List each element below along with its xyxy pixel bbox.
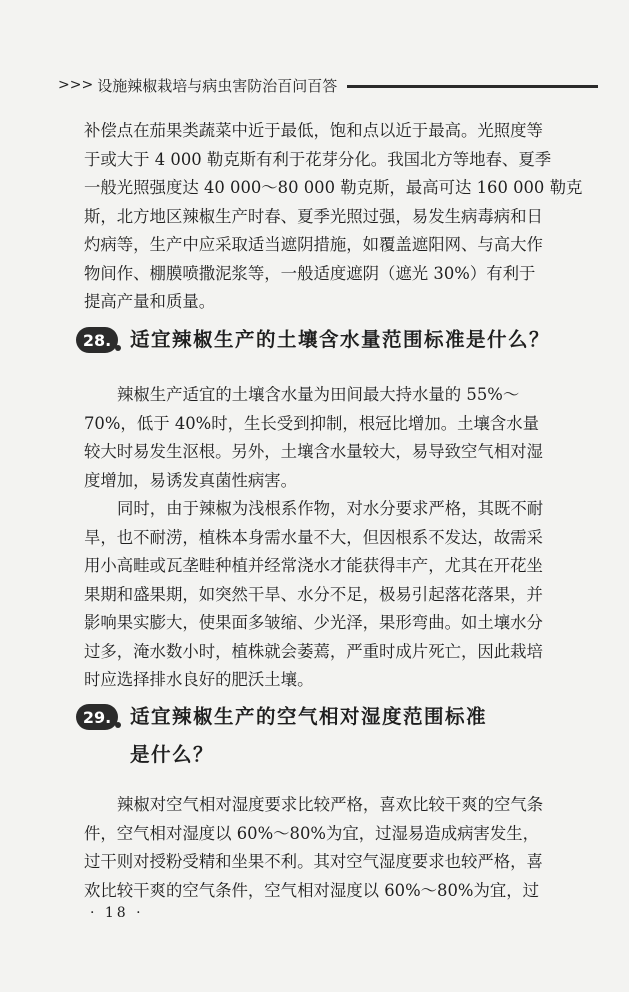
text-line: 斯，北方地区辣椒生产时春、夏季光照过强，易发生病毒病和日 — [84, 206, 543, 226]
intro-paragraph — [84, 117, 582, 317]
text-line: 补偿点在茄果类蔬菜中近于最低，饱和点以近于最高。光照度等 — [84, 121, 543, 140]
text-line: 物间作、棚膜喷撒泥浆等，一般适度遮阴（遮光 30%）有利于 — [84, 263, 536, 283]
question-28-paragraph-1 — [84, 381, 582, 495]
text-line: 辣椒生产适宜的土壤含水量为田间最大持水量的 55%～ — [117, 385, 520, 404]
text-line: 用小高畦或瓦垄畦种植并经常浇水才能获得丰产，尤其在开花坐 — [84, 556, 543, 575]
question-29-heading — [76, 704, 487, 774]
header-rule — [347, 85, 598, 88]
text-line: 提高产量和质量。 — [84, 292, 216, 311]
text-line: 辣椒对空气相对湿度要求比较严格，喜欢比较干爽的空气条 — [117, 795, 544, 814]
question-29-title — [130, 698, 487, 774]
badge-tail — [115, 722, 121, 728]
question-28-title: 适宜辣椒生产的土壤含水量范围标准是什么？ — [130, 328, 551, 351]
text-line: 一般光照强度达 40 000～80 000 勒克斯，最高可达 160 000 勒克 — [84, 178, 582, 197]
question-29-title-line-2: 是什么？ — [130, 743, 215, 766]
text-line: 影响果实膨大，使果面多皱缩、少光泽，果形弯曲。如土壤水分 — [84, 613, 543, 632]
text-line: 于或大于 4 000 勒克斯有利于花芽分化。我国北方等地春、夏季 — [84, 149, 552, 169]
text-line: 度增加，易诱发真菌性病害。 — [84, 470, 298, 490]
text-line: 70%，低于 40%时，生长受到抑制，根冠比增加。土壤含水量 — [84, 413, 540, 433]
question-29-paragraph-1 — [84, 791, 582, 905]
chevron-icon: >>> — [58, 77, 94, 93]
text-line: 果期和盛果期，如突然干旱、水分不足，极易引起落花落果，并 — [84, 584, 543, 604]
question-number: 28. — [82, 330, 112, 350]
book-title: 设施辣椒栽培与病虫害防治百问百答 — [97, 76, 338, 95]
text-line: 灼病等，生产中应采取适当遮阴措施，如覆盖遮阳网、与高大作 — [84, 235, 543, 254]
badge-tail — [115, 345, 121, 351]
text-line: 过多，淹水数小时，植株就会萎蔫，严重时成片死亡，因此栽培 — [84, 641, 543, 661]
question-number: 29. — [82, 707, 112, 727]
question-28-paragraph-2 — [84, 495, 582, 695]
text-line: 较大时易发生沤根。另外，土壤含水量较大，易导致空气相对湿 — [84, 442, 543, 461]
question-29-title-line-1: 适宜辣椒生产的空气相对湿度范围标准 — [130, 705, 488, 728]
text-line: 同时，由于辣椒为浅根系作物，对水分要求严格，其既不耐 — [117, 499, 544, 518]
text-line: 旱，也不耐涝，植株本身需水量不大，但因根系不发达，故需采 — [84, 527, 543, 547]
question-number-badge — [76, 704, 118, 730]
question-number-badge — [76, 327, 118, 353]
text-line: 时应选择排水良好的肥沃土壤。 — [84, 670, 314, 689]
running-header — [58, 72, 598, 98]
text-line: 欢比较干爽的空气条件，空气相对湿度以 60%～80%为宜，过 — [84, 880, 540, 900]
page-number: · 18 · — [90, 905, 144, 921]
text-line: 件，空气相对湿度以 60%～80%为宜，过湿易造成病害发生， — [84, 823, 540, 843]
text-line: 过干则对授粉受精和坐果不利。其对空气湿度要求也较严格，喜 — [84, 852, 543, 871]
question-28-heading — [76, 327, 550, 359]
